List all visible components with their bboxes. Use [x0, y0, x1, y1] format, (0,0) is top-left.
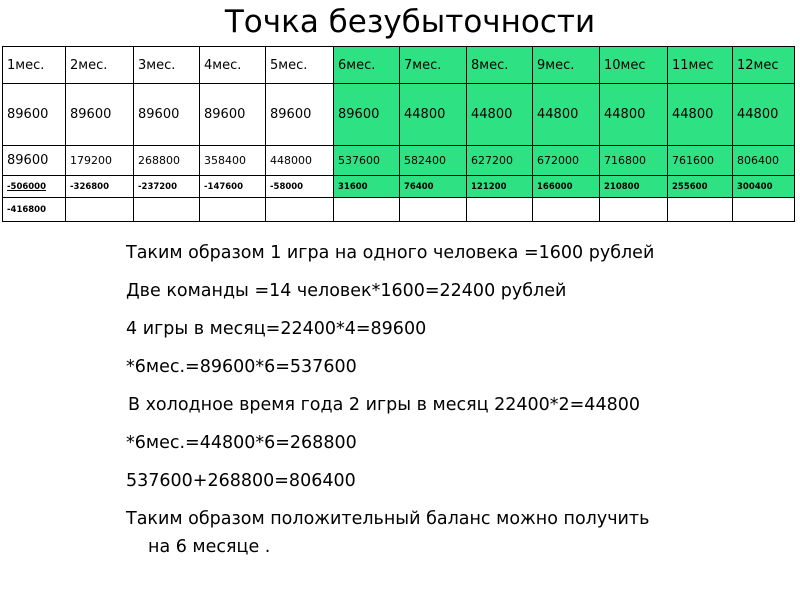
table-header-cell: 1мес. [3, 47, 66, 84]
table-cell: 31600 [334, 176, 400, 198]
table-cell [533, 198, 600, 222]
table-cell: 358400 [200, 146, 266, 176]
break-even-table [2, 46, 795, 222]
table-cell: -147600 [200, 176, 266, 198]
table-cell: 448000 [266, 146, 334, 176]
text-line: Таким образом 1 игра на одного человека =1600 рублей [126, 243, 655, 263]
table-cell [266, 198, 334, 222]
conclusion-line-1: Таким образом положительный баланс можно получить [126, 509, 650, 529]
table-cell: 89600 [134, 84, 200, 146]
table-cell: 44800 [467, 84, 533, 146]
table-cell: -506000 [3, 176, 66, 198]
table-cell [134, 198, 200, 222]
table-header-cell: 6мес. [334, 47, 400, 84]
table-cell: 76400 [400, 176, 467, 198]
table-cell: 179200 [66, 146, 134, 176]
table-header-row [3, 47, 795, 84]
table-cell: 806400 [733, 146, 795, 176]
conclusion-text [126, 500, 786, 561]
table-cell: 89600 [200, 84, 266, 146]
table-cell: 300400 [733, 176, 795, 198]
table-header-cell: 4мес. [200, 47, 266, 84]
table-cell [668, 198, 733, 222]
table-cell: 44800 [533, 84, 600, 146]
table-cell: 255600 [668, 176, 733, 198]
table-cell: -237200 [134, 176, 200, 198]
table-cell [66, 198, 134, 222]
table-row [3, 176, 795, 198]
table-cell [600, 198, 668, 222]
table-row [3, 146, 795, 176]
table-cell: 89600 [3, 146, 66, 176]
table-cell [200, 198, 266, 222]
table-cell: 121200 [467, 176, 533, 198]
table-cell: 89600 [266, 84, 334, 146]
text-line: В холодное время года 2 игры в месяц 22400*2=44800 [128, 395, 640, 415]
table-header-cell: 11мес [668, 47, 733, 84]
table-cell: 716800 [600, 146, 668, 176]
table-cell: 672000 [533, 146, 600, 176]
table-header-cell: 2мес. [66, 47, 134, 84]
table-cell [400, 198, 467, 222]
table-cell: 44800 [668, 84, 733, 146]
text-line: *6мес.=89600*6=537600 [126, 357, 357, 377]
table-cell: 210800 [600, 176, 668, 198]
table-cell: 44800 [733, 84, 795, 146]
table-cell: 582400 [400, 146, 467, 176]
table-cell: 89600 [3, 84, 66, 146]
table-cell: 761600 [668, 146, 733, 176]
table-header-cell: 3мес. [134, 47, 200, 84]
table-header-cell: 9мес. [533, 47, 600, 84]
table-row [3, 84, 795, 146]
table-cell: 89600 [66, 84, 134, 146]
explanation-text [126, 234, 786, 561]
table-header-cell: 8мес. [467, 47, 533, 84]
table-header-cell: 7мес. [400, 47, 467, 84]
table-cell: -58000 [266, 176, 334, 198]
table-cell: -416800 [3, 198, 66, 222]
table-header-cell: 12мес [733, 47, 795, 84]
table-cell: 166000 [533, 176, 600, 198]
conclusion-line-2: на 6 месяце . [148, 537, 271, 557]
table-cell: 268800 [134, 146, 200, 176]
slide-title: Точка безубыточности [224, 4, 596, 40]
text-line: Две команды =14 человек*1600=22400 рублей [126, 281, 567, 301]
table-cell: 537600 [334, 146, 400, 176]
table-cell: -326800 [66, 176, 134, 198]
table-cell [334, 198, 400, 222]
text-line: 4 игры в месяц=22400*4=89600 [126, 319, 427, 339]
table-cell: 89600 [334, 84, 400, 146]
table-cell: 627200 [467, 146, 533, 176]
text-line: *6мес.=44800*6=268800 [126, 433, 357, 453]
table-header-cell: 5мес. [266, 47, 334, 84]
table-cell: 44800 [600, 84, 668, 146]
table-cell: 44800 [400, 84, 467, 146]
text-line: 537600+268800=806400 [126, 471, 356, 491]
table-cell [733, 198, 795, 222]
table-row [3, 198, 795, 222]
table-header-cell: 10мес [600, 47, 668, 84]
table-cell [467, 198, 533, 222]
